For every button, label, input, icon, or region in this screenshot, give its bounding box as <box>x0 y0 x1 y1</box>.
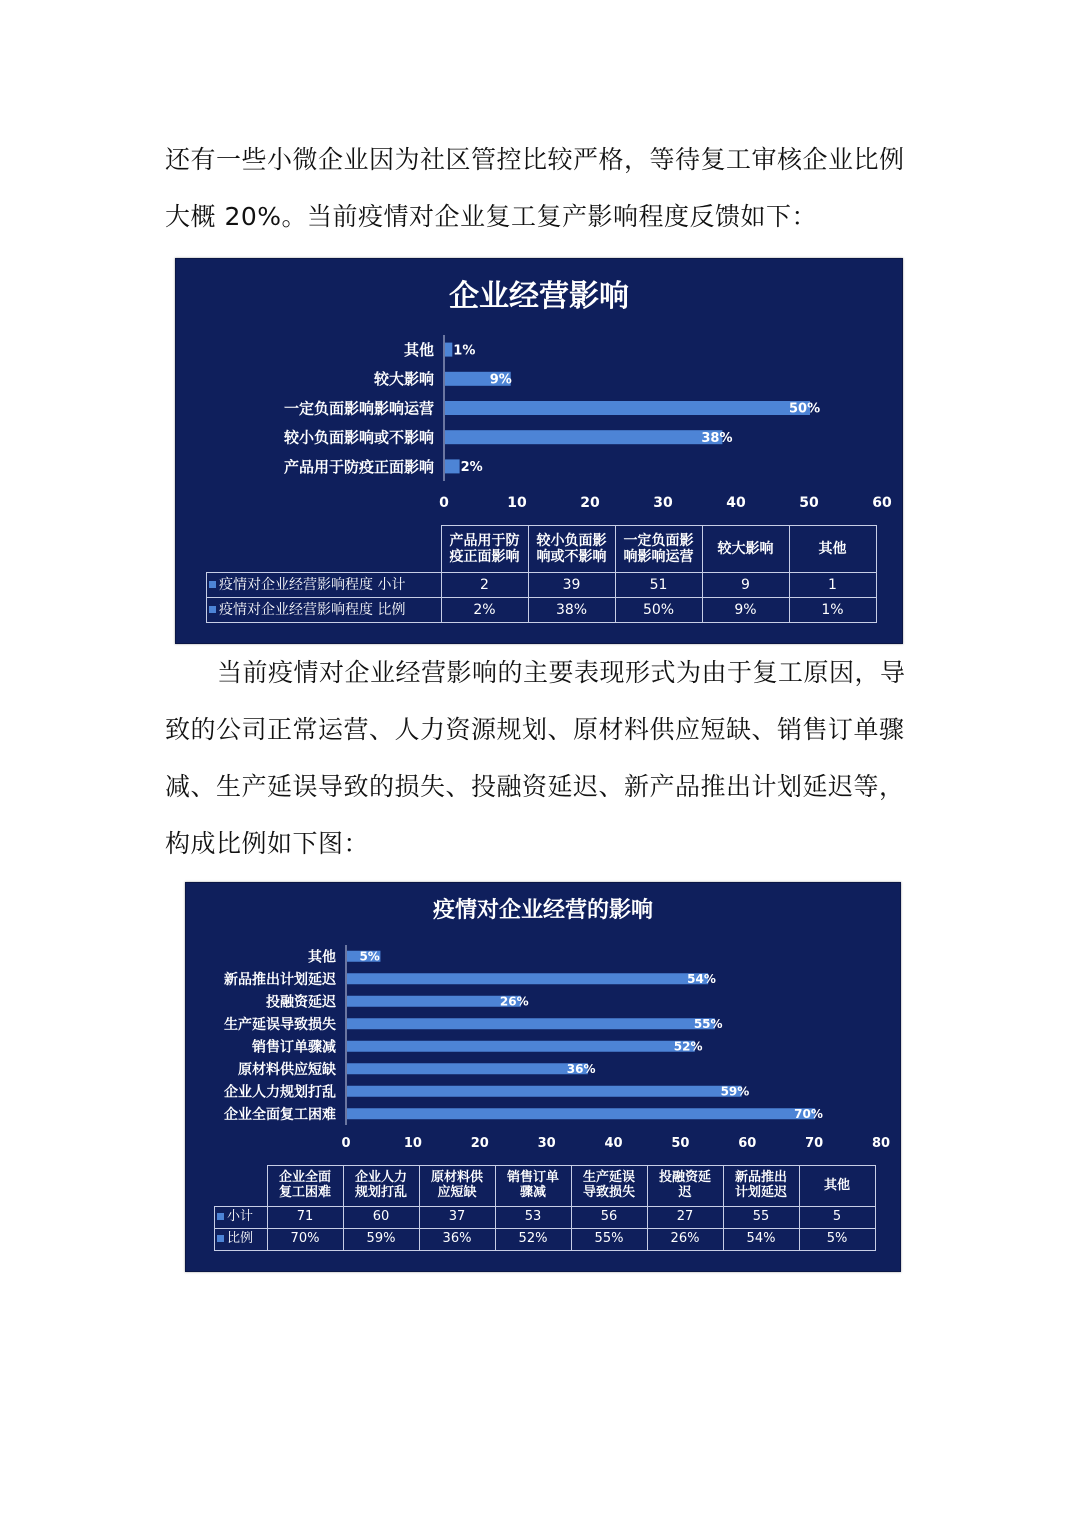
column-header <box>571 1166 647 1207</box>
bar <box>445 343 452 357</box>
category-label: 生产延误导致损失 <box>224 1016 336 1033</box>
x-tick-label: 10 <box>507 495 527 511</box>
data-table <box>214 1165 876 1251</box>
column-header-line: 其他 <box>823 1177 850 1193</box>
table-cell: 50% <box>615 598 702 623</box>
paragraph-2: 当前疫情对企业经营影响的主要表现形式为由于复工原因，导致的公司正常运营、人力资源规划、原材料供应短缺、销售订单骤减、生产延误导致的损失、投融资延迟、新产品推出计划延迟等，构成比例如下图： <box>165 658 906 858</box>
column-header-line: 投融资延 <box>658 1170 711 1186</box>
data-label: 26% <box>499 994 529 1009</box>
x-tick-label: 30 <box>653 495 673 511</box>
table-cell: 55 <box>723 1207 799 1229</box>
table-cell: 51 <box>615 573 702 598</box>
table-row <box>215 1207 876 1229</box>
data-label: 2% <box>460 460 483 476</box>
category-label: 企业全面复工困难 <box>224 1106 336 1123</box>
column-header <box>495 1166 571 1207</box>
x-tick-label: 80 <box>871 1136 891 1151</box>
column-header-line: 新品推出 <box>734 1170 787 1186</box>
data-label: 50% <box>789 401 821 417</box>
column-header-line: 企业人力 <box>354 1170 407 1186</box>
table-cell: 2% <box>441 598 528 623</box>
table-row <box>207 573 877 598</box>
bar <box>445 459 460 473</box>
table-header-row <box>207 526 877 573</box>
row-label <box>207 573 442 598</box>
column-header <box>267 1166 343 1207</box>
chart-title: 疫情对企业经营的影响 <box>432 898 653 923</box>
column-header-line: 一定负面影 <box>623 532 694 549</box>
column-header <box>789 526 876 573</box>
table-cell: 56 <box>571 1207 647 1229</box>
category-label: 原材料供应短缺 <box>238 1061 336 1078</box>
chart-business-impact <box>175 258 903 644</box>
data-label: 70% <box>794 1107 823 1122</box>
bar <box>347 996 521 1007</box>
table-cell: 1% <box>789 598 876 623</box>
column-header-line: 响影响运营 <box>623 549 694 565</box>
column-header-line: 骤减 <box>519 1185 546 1200</box>
x-tick-label: 10 <box>403 1136 422 1151</box>
column-header <box>528 526 615 573</box>
table-header-row <box>215 1166 876 1207</box>
table-cell: 53 <box>495 1207 571 1229</box>
x-tick-label: 40 <box>726 495 746 511</box>
data-label: 36% <box>566 1062 596 1077</box>
column-header-line: 规划打乱 <box>354 1185 407 1200</box>
column-header-line: 响或不影响 <box>536 549 607 565</box>
x-tick-label: 0 <box>439 495 449 511</box>
table-cell: 36% <box>419 1229 495 1251</box>
bar <box>347 1086 742 1097</box>
table-cell: 9 <box>702 573 789 598</box>
row-label <box>215 1229 268 1251</box>
column-header <box>419 1166 495 1207</box>
table-cell: 59% <box>343 1229 419 1251</box>
column-header-line: 疫正面影响 <box>449 549 520 565</box>
table-cell: 26% <box>647 1229 723 1251</box>
data-label: 55% <box>693 1017 723 1032</box>
paragraph-1: 还有一些小微企业因为社区管控比较严格，等待复工审核企业比例大概 20%。当前疫情对企业复工复产影响程度反馈如下： <box>165 145 905 231</box>
category-label: 销售订单骤减 <box>252 1039 336 1056</box>
data-label: 54% <box>687 972 716 987</box>
data-label: 9% <box>489 372 512 388</box>
column-header-line: 其他 <box>818 540 847 557</box>
chart-epidemic-impact <box>185 882 901 1272</box>
legend-key-icon <box>217 1213 224 1220</box>
legend-key-icon <box>209 606 216 613</box>
row-label-text: 疫情对企业经营影响程度 小计 <box>219 576 406 593</box>
table-cell: 27 <box>647 1207 723 1229</box>
data-label: 59% <box>720 1084 750 1099</box>
column-header-line: 导致损失 <box>582 1185 635 1200</box>
x-tick-label: 50 <box>671 1136 690 1151</box>
data-label: 5% <box>359 949 380 964</box>
table-cell: 54% <box>723 1229 799 1251</box>
column-header-line: 复工困难 <box>278 1185 331 1200</box>
bar <box>347 1018 715 1029</box>
column-header <box>799 1166 875 1207</box>
column-header <box>702 526 789 573</box>
table-cell: 71 <box>267 1207 343 1229</box>
table-cell: 70% <box>267 1229 343 1251</box>
row-label <box>215 1207 268 1229</box>
bar <box>347 1108 815 1119</box>
category-label: 企业人力规划打乱 <box>224 1084 336 1101</box>
table-row <box>207 598 877 623</box>
table-cell: 5 <box>799 1207 875 1229</box>
category-label: 产品用于防疫正面影响 <box>283 457 434 476</box>
column-header-line: 企业全面 <box>278 1170 331 1186</box>
column-header-line: 生产延误 <box>582 1170 635 1186</box>
bar <box>347 1041 695 1052</box>
category-label: 其他 <box>403 341 434 359</box>
legend-key-icon <box>209 581 216 588</box>
row-label-text: 疫情对企业经营影响程度 比例 <box>219 601 406 618</box>
column-header <box>723 1166 799 1207</box>
column-header-line: 销售订单 <box>506 1170 559 1186</box>
row-label <box>207 598 442 623</box>
x-tick-label: 20 <box>470 1136 489 1151</box>
bar <box>445 430 722 444</box>
table-cell: 52% <box>495 1229 571 1251</box>
column-header <box>441 526 528 573</box>
data-table <box>206 525 877 623</box>
row-label-text: 小计 <box>227 1209 254 1225</box>
table-cell: 2 <box>441 573 528 598</box>
bar <box>347 1063 588 1074</box>
x-tick-label: 0 <box>341 1136 351 1151</box>
x-tick-label: 50 <box>799 495 819 511</box>
table-cell: 37 <box>419 1207 495 1229</box>
x-tick-label: 30 <box>537 1136 556 1151</box>
column-header <box>615 526 702 573</box>
table-cell: 1 <box>789 573 876 598</box>
table-row <box>215 1229 876 1251</box>
x-tick-label: 40 <box>604 1136 623 1151</box>
column-header <box>647 1166 723 1207</box>
column-header-line: 迟 <box>678 1185 692 1200</box>
column-header-line: 原材料供 <box>430 1170 483 1186</box>
category-label: 一定负面影响影响运营 <box>283 399 434 418</box>
column-header-line: 计划延迟 <box>734 1185 787 1200</box>
table-cell: 60 <box>343 1207 419 1229</box>
chart-title: 企业经营影响 <box>449 279 629 314</box>
column-header-line: 产品用于防 <box>449 532 520 549</box>
bar <box>347 973 708 984</box>
category-label: 其他 <box>308 949 336 966</box>
table-cell: 55% <box>571 1229 647 1251</box>
table-cell: 38% <box>528 598 615 623</box>
x-tick-label: 60 <box>872 495 892 511</box>
column-header-line: 应短缺 <box>437 1185 477 1200</box>
legend-key-icon <box>217 1235 224 1242</box>
data-label: 38% <box>701 430 733 446</box>
x-tick-label: 20 <box>580 495 600 511</box>
data-label: 52% <box>673 1039 703 1054</box>
bar <box>445 401 810 415</box>
x-tick-label: 70 <box>805 1136 824 1151</box>
category-label: 较小负面影响或不影响 <box>283 428 434 447</box>
x-tick-label: 60 <box>738 1136 757 1151</box>
column-header <box>343 1166 419 1207</box>
category-label: 新品推出计划延迟 <box>224 971 336 988</box>
table-cell: 39 <box>528 573 615 598</box>
data-label: 1% <box>453 343 476 359</box>
row-label-text: 比例 <box>227 1231 254 1247</box>
column-header-line: 较小负面影 <box>536 532 607 549</box>
table-cell: 5% <box>799 1229 875 1251</box>
category-label: 投融资延迟 <box>266 994 336 1011</box>
category-label: 较大影响 <box>373 370 434 389</box>
column-header-line: 较大影响 <box>717 540 774 557</box>
table-cell: 9% <box>702 598 789 623</box>
